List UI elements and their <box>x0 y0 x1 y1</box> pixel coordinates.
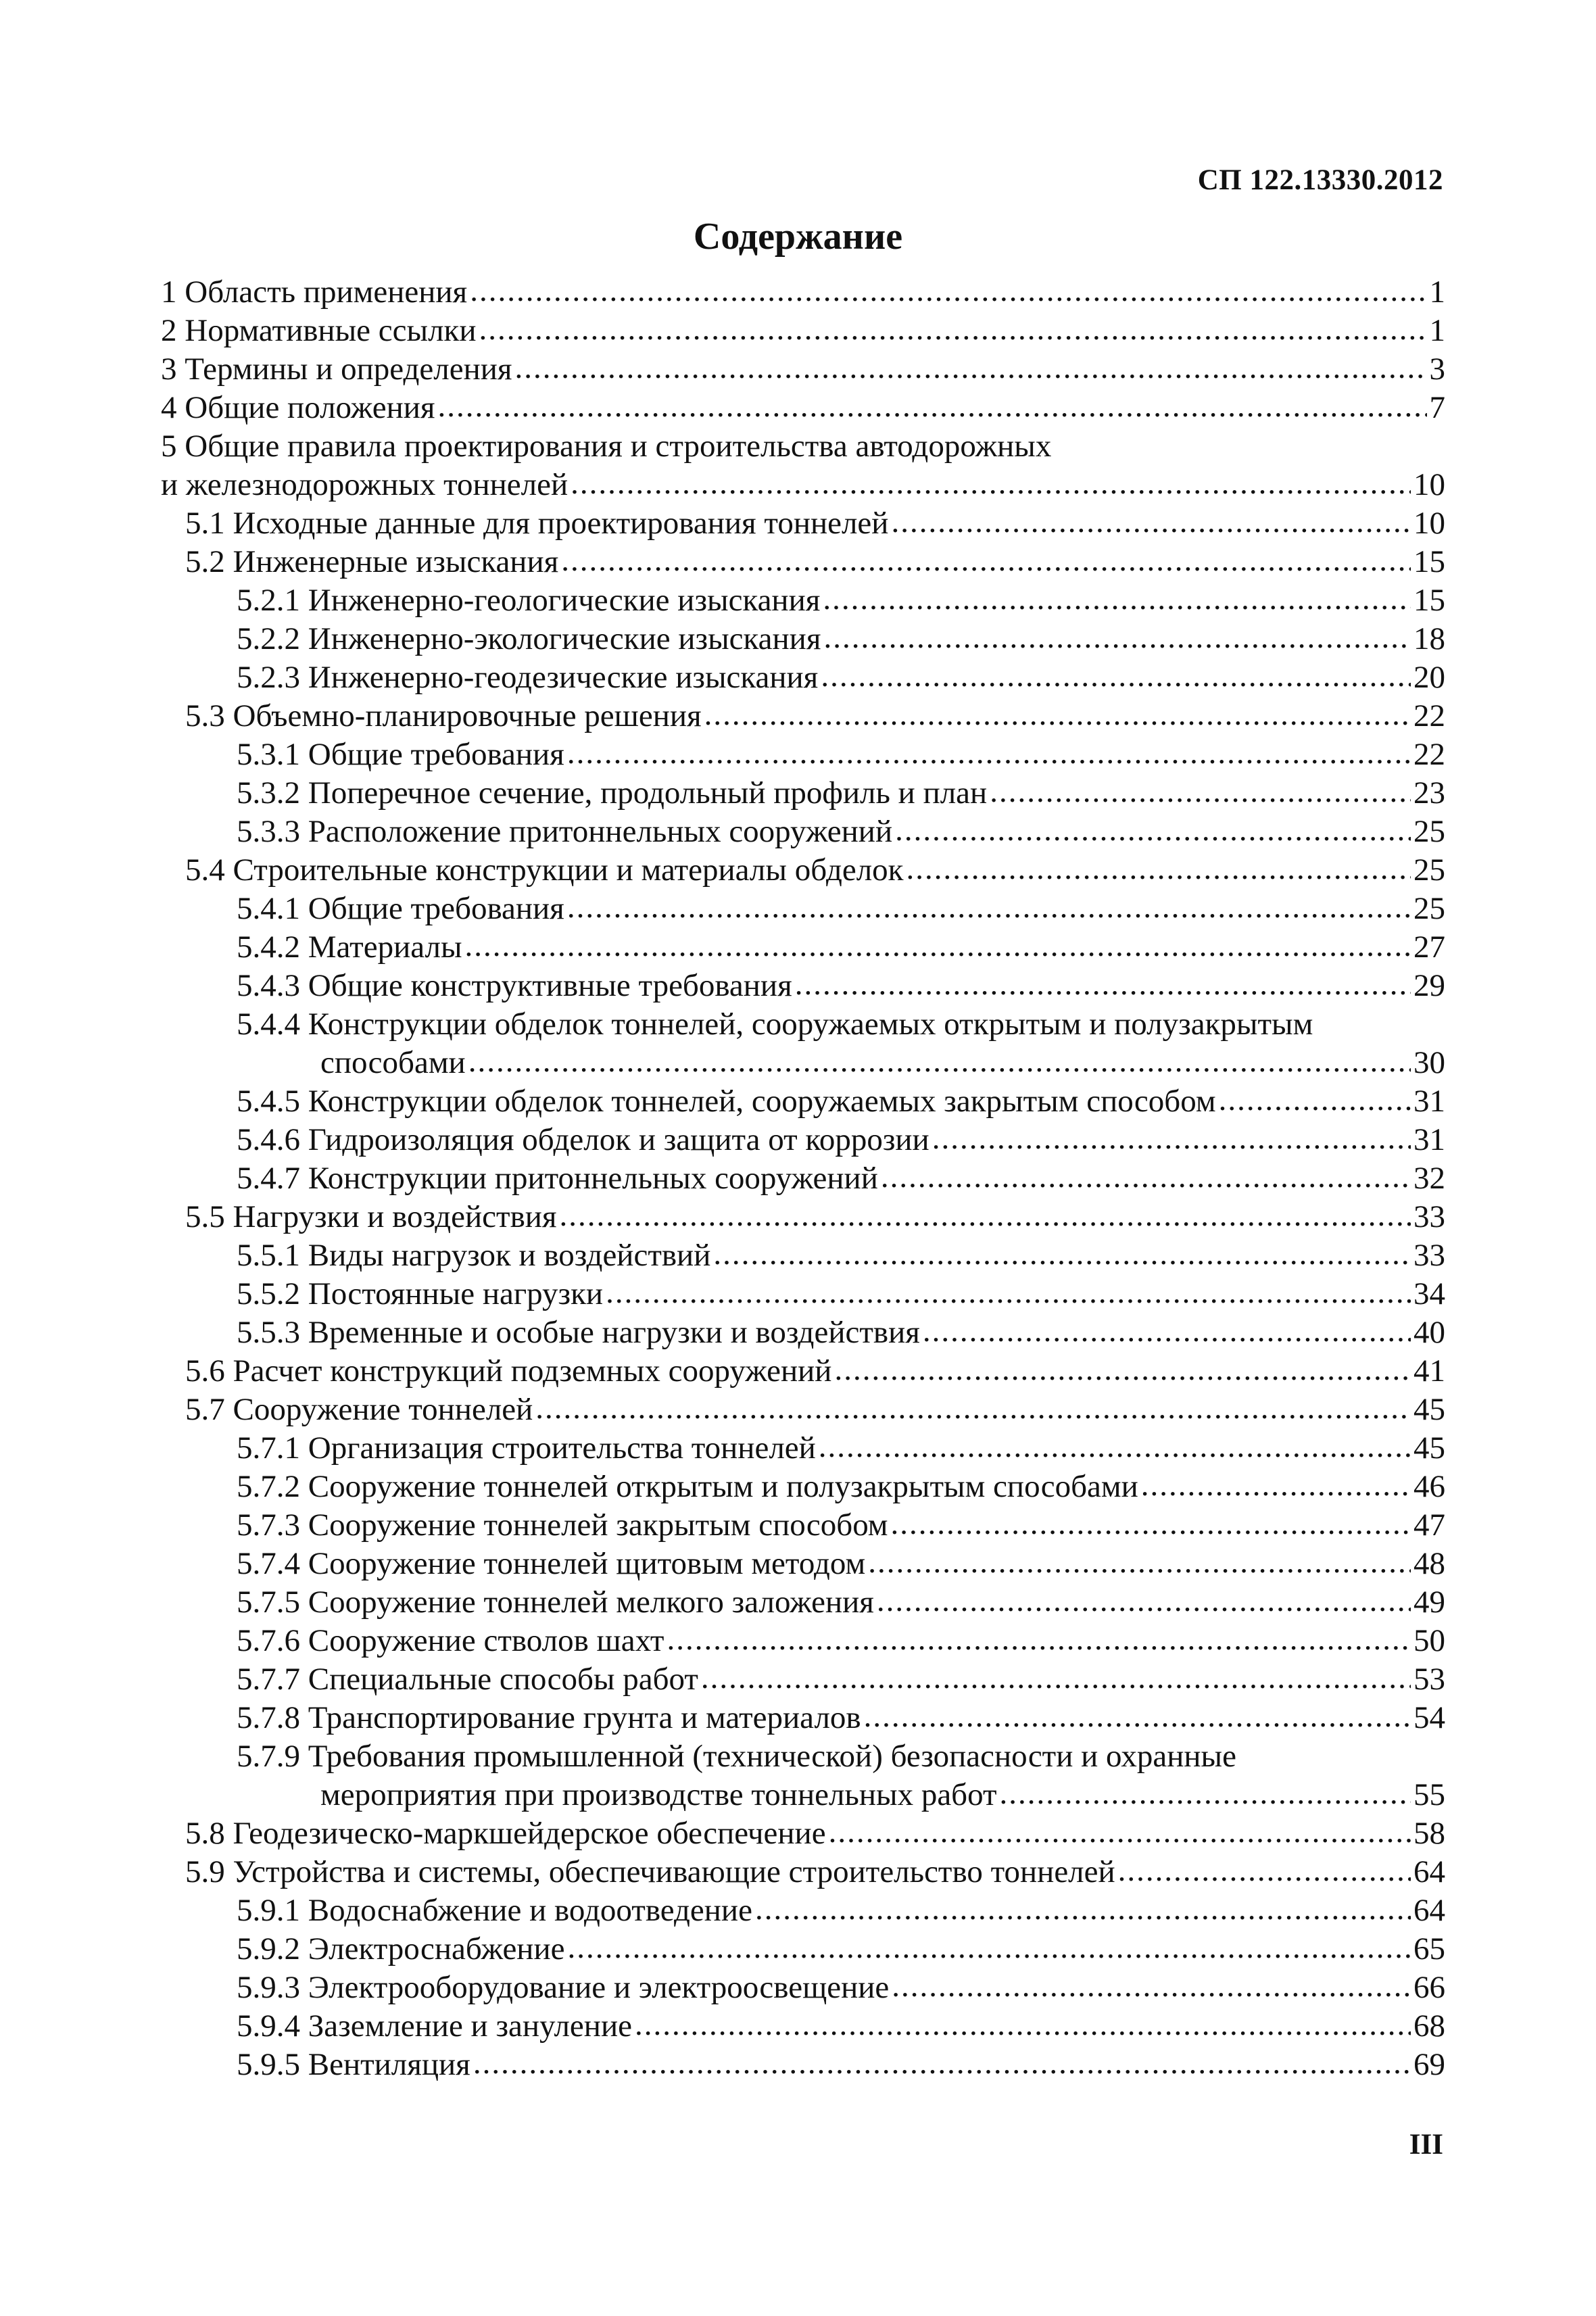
toc-entry-page: 68 <box>1413 2008 1445 2044</box>
dot-leader <box>701 1659 1411 1697</box>
dot-leader <box>1000 1775 1411 1813</box>
toc-entry-title: 5.9 Устройства и системы, обеспечивающие строительство тоннелей <box>185 1854 1115 1889</box>
toc-entry-page: 54 <box>1413 1700 1445 1735</box>
dot-leader <box>567 1929 1411 1967</box>
toc-entry[interactable] <box>161 1660 1445 1699</box>
table-of-contents <box>161 273 1445 2084</box>
toc-entry-page: 47 <box>1413 1507 1445 1543</box>
toc-entry[interactable] <box>161 774 1445 813</box>
toc-entry[interactable] <box>161 851 1445 890</box>
toc-entry-page: 69 <box>1413 2047 1445 2082</box>
dot-leader <box>1118 1852 1411 1890</box>
toc-entry-page: 15 <box>1413 544 1445 579</box>
dot-leader <box>877 1582 1411 1620</box>
toc-entry[interactable] <box>161 2007 1445 2046</box>
toc-entry-page: 15 <box>1413 583 1445 618</box>
toc-entry-title: 3 Термины и определения <box>161 352 512 387</box>
toc-entry-title: 5.3.1 Общие требования <box>237 737 564 772</box>
dot-leader <box>932 1119 1411 1158</box>
toc-entry[interactable] <box>161 890 1445 928</box>
toc-entry-page: 41 <box>1413 1353 1445 1389</box>
toc-entry[interactable] <box>161 1853 1445 1891</box>
toc-entry[interactable] <box>161 1391 1445 1429</box>
dot-leader <box>891 503 1411 541</box>
toc-entry-page: 66 <box>1413 1970 1445 2005</box>
toc-entry-page: 22 <box>1413 737 1445 772</box>
toc-entry-title: 5.7 Сооружение тоннелей <box>185 1392 533 1427</box>
toc-entry[interactable] <box>161 1891 1445 1930</box>
toc-entry-page: 53 <box>1413 1662 1445 1697</box>
toc-entry-page: 31 <box>1413 1084 1445 1119</box>
toc-entry-title: 5.7.2 Сооружение тоннелей открытым и полузакрытым способами <box>237 1469 1138 1504</box>
toc-entry-page: 65 <box>1413 1931 1445 1967</box>
toc-entry[interactable] <box>161 1622 1445 1660</box>
dot-leader <box>881 1158 1411 1197</box>
dot-leader <box>470 272 1426 310</box>
toc-entry[interactable] <box>161 620 1445 658</box>
dot-leader <box>465 927 1411 965</box>
toc-entry-title: 5.9.1 Водоснабжение и водоотведение <box>237 1893 752 1928</box>
toc-entry-page: 20 <box>1413 660 1445 695</box>
toc-entry-title: 5.3 Объемно-планировочные решения <box>185 698 702 733</box>
toc-entry-title: 5.4.4 Конструкции обделок тоннелей, сооружаемых открытым и полузакрытым <box>237 1007 1313 1042</box>
toc-entry-title: 5.2.3 Инженерно-геодезические изыскания <box>237 660 819 695</box>
toc-entry-title: 5.4.7 Конструкции притоннельных сооружений <box>237 1161 878 1196</box>
toc-entry-title: 5.8 Геодезическо-маркшейдерское обеспечение <box>185 1816 826 1851</box>
toc-entry[interactable] <box>161 1313 1445 1352</box>
toc-entry-title: 5.7.8 Транспортирование грунта и материалов <box>237 1700 861 1735</box>
toc-entry[interactable] <box>161 1699 1445 1737</box>
toc-entry[interactable] <box>161 1814 1445 1853</box>
dot-leader <box>906 850 1411 888</box>
toc-entry-title: 5.3.3 Расположение притоннельных сооружений <box>237 814 893 849</box>
toc-entry[interactable] <box>161 697 1445 735</box>
toc-entry-page: 30 <box>1413 1045 1445 1080</box>
dot-leader <box>635 2006 1411 2044</box>
toc-entry-page: 1 <box>1429 313 1445 348</box>
toc-entry-title: 5.2.2 Инженерно-экологические изыскания <box>237 621 821 656</box>
toc-entry-title: 5.7.1 Организация строительства тоннелей <box>237 1430 816 1466</box>
dot-leader <box>819 1428 1411 1466</box>
toc-entry-title: способами <box>320 1045 466 1080</box>
toc-entry-title: 5.7.6 Сооружение стволов шахт <box>237 1623 664 1658</box>
toc-entry[interactable] <box>161 427 1445 466</box>
toc-entry-page: 23 <box>1413 775 1445 811</box>
toc-entry-page: 64 <box>1413 1893 1445 1928</box>
toc-entry-page: 10 <box>1413 506 1445 541</box>
dot-leader <box>571 464 1411 503</box>
toc-entry-page: 25 <box>1413 891 1445 926</box>
toc-entry-title: 5.6 Расчет конструкций подземных сооружений <box>185 1353 832 1389</box>
toc-entry-page: 29 <box>1413 968 1445 1003</box>
toc-entry-page: 27 <box>1413 930 1445 965</box>
toc-entry-title: 5.1 Исходные данные для проектирования тоннелей <box>185 506 889 541</box>
toc-entry-page: 33 <box>1413 1238 1445 1273</box>
toc-entry-page: 48 <box>1413 1546 1445 1581</box>
toc-entry[interactable] <box>161 967 1445 1005</box>
toc-entry[interactable] <box>161 1506 1445 1545</box>
dot-leader <box>821 657 1411 696</box>
toc-entry[interactable] <box>161 543 1445 581</box>
toc-entry-title: 5.9.2 Электроснабжение <box>237 1931 565 1967</box>
dot-leader <box>479 310 1427 349</box>
toc-entry-page: 50 <box>1413 1623 1445 1658</box>
toc-entry-title: 5 Общие правила проектирования и строительства автодорожных <box>161 429 1052 464</box>
toc-entry[interactable] <box>161 1776 1445 1814</box>
toc-entry-page: 18 <box>1413 621 1445 656</box>
toc-entry-title: 5.4.1 Общие требования <box>237 891 564 926</box>
toc-entry[interactable] <box>161 1005 1445 1044</box>
toc-entry-title: 5.9.5 Вентиляция <box>237 2047 470 2082</box>
toc-entry-page: 25 <box>1413 814 1445 849</box>
toc-entry-page: 34 <box>1413 1276 1445 1311</box>
dot-leader <box>713 1235 1411 1274</box>
toc-entry-page: 3 <box>1429 352 1445 387</box>
document-number: СП 122.13330.2012 <box>1197 164 1443 196</box>
toc-entry-title: 5.9.4 Заземление и зануление <box>237 2008 632 2044</box>
toc-entry-title: 5.7.7 Специальные способы работ <box>237 1662 698 1697</box>
toc-entry-page: 33 <box>1413 1199 1445 1234</box>
toc-entry-page: 10 <box>1413 467 1445 502</box>
toc-entry-title: 1 Область применения <box>161 274 468 310</box>
toc-entry[interactable] <box>161 350 1445 389</box>
toc-entry-title: 5.4 Строительные конструкции и материалы обделок <box>185 852 904 888</box>
toc-entry[interactable] <box>161 658 1445 697</box>
toc-entry-title: 5.2 Инженерные изыскания <box>185 544 559 579</box>
dot-leader <box>868 1543 1411 1582</box>
toc-entry-page: 45 <box>1413 1392 1445 1427</box>
toc-entry[interactable] <box>161 928 1445 967</box>
dot-leader <box>755 1890 1411 1929</box>
toc-entry[interactable] <box>161 735 1445 774</box>
dot-leader <box>515 349 1427 387</box>
toc-entry-title: и железнодорожных тоннелей <box>161 467 569 502</box>
toc-entry-title: 5.7.3 Сооружение тоннелей закрытым способом <box>237 1507 888 1543</box>
toc-entry[interactable] <box>161 312 1445 350</box>
toc-entry[interactable] <box>161 581 1445 620</box>
toc-entry-page: 64 <box>1413 1854 1445 1889</box>
toc-entry[interactable] <box>161 1930 1445 1969</box>
dot-leader <box>892 1967 1411 2006</box>
toc-entry-page: 7 <box>1429 390 1445 425</box>
toc-entry[interactable] <box>161 1429 1445 1468</box>
toc-entry[interactable] <box>161 389 1445 427</box>
toc-entry-title: 5.4.2 Материалы <box>237 930 462 965</box>
toc-entry-page: 58 <box>1413 1816 1445 1851</box>
page-number: III <box>1409 2129 1443 2161</box>
toc-entry[interactable] <box>161 1737 1445 1776</box>
toc-entry[interactable] <box>161 273 1445 312</box>
toc-entry-title: 5.7.5 Сооружение тоннелей мелкого заложения <box>237 1585 874 1620</box>
toc-entry-title: 5.7.4 Сооружение тоннелей щитовым методом <box>237 1546 866 1581</box>
toc-entry-title: 5.5 Нагрузки и воздействия <box>185 1199 557 1234</box>
toc-entry[interactable] <box>161 1583 1445 1622</box>
toc-entry-page: 31 <box>1413 1122 1445 1157</box>
toc-entry[interactable] <box>161 1082 1445 1121</box>
toc-entry[interactable] <box>161 466 1445 504</box>
toc-entry-title: 5.4.5 Конструкции обделок тоннелей, сооружаемых закрытым способом <box>237 1084 1216 1119</box>
toc-entry-page: 49 <box>1413 1585 1445 1620</box>
dot-leader <box>795 965 1411 1004</box>
toc-entry-page: 32 <box>1413 1161 1445 1196</box>
toc-entry[interactable] <box>161 1468 1445 1506</box>
toc-entry-title: 5.5.1 Виды нагрузок и воздействий <box>237 1238 711 1273</box>
toc-entry-title: 5.2.1 Инженерно-геологические изыскания <box>237 583 821 618</box>
toc-entry[interactable] <box>161 1352 1445 1391</box>
dot-leader <box>990 773 1411 811</box>
dot-leader <box>1219 1081 1411 1119</box>
toc-entry-title: 5.4.3 Общие конструктивные требования <box>237 968 792 1003</box>
toc-entry-page: 22 <box>1413 698 1445 733</box>
dot-leader <box>891 1505 1411 1543</box>
dot-leader <box>438 387 1427 426</box>
toc-entry-page: 45 <box>1413 1430 1445 1466</box>
dot-leader <box>667 1620 1411 1659</box>
toc-entry-page: 25 <box>1413 852 1445 888</box>
toc-entry[interactable] <box>161 1236 1445 1275</box>
dot-leader <box>561 541 1411 580</box>
dot-leader <box>864 1697 1411 1736</box>
toc-entry-title: 5.7.9 Требования промышленной (технической) безопасности и охранные <box>237 1739 1236 1774</box>
toc-entry-title: мероприятия при производстве тоннельных работ <box>320 1777 997 1812</box>
dot-leader <box>567 888 1411 927</box>
dot-leader <box>895 811 1411 850</box>
dot-leader <box>468 1042 1411 1081</box>
toc-entry[interactable] <box>161 1198 1445 1236</box>
dot-leader <box>829 1813 1411 1852</box>
dot-leader <box>567 734 1411 773</box>
toc-entry-title: 5.5.3 Временные и особые нагрузки и воздействия <box>237 1315 920 1350</box>
toc-entry-page: 46 <box>1413 1469 1445 1504</box>
toc-entry[interactable] <box>161 813 1445 851</box>
dot-leader <box>473 2044 1411 2083</box>
toc-entry[interactable] <box>161 1044 1445 1082</box>
dot-leader <box>834 1351 1411 1389</box>
toc-entry-page: 40 <box>1413 1315 1445 1350</box>
dot-leader <box>560 1197 1411 1235</box>
toc-entry-title: 2 Нормативные ссылки <box>161 313 477 348</box>
dot-leader <box>606 1274 1411 1312</box>
page-title: Содержание <box>693 216 903 258</box>
dot-leader <box>823 580 1411 619</box>
toc-entry[interactable] <box>161 1275 1445 1313</box>
toc-entry-title: 4 Общие положения <box>161 390 435 425</box>
toc-entry[interactable] <box>161 1159 1445 1198</box>
dot-leader <box>1141 1466 1411 1505</box>
toc-entry-title: 5.9.3 Электрооборудование и электроосвещение <box>237 1970 890 2005</box>
toc-entry-title: 5.5.2 Постоянные нагрузки <box>237 1276 604 1311</box>
toc-entry[interactable] <box>161 1545 1445 1583</box>
dot-leader <box>823 619 1411 657</box>
toc-entry-page: 1 <box>1429 274 1445 310</box>
toc-entry[interactable] <box>161 504 1445 543</box>
toc-entry-title: 5.4.6 Гидроизоляция обделок и защита от коррозии <box>237 1122 929 1157</box>
toc-entry-title: 5.3.2 Поперечное сечение, продольный профиль и план <box>237 775 988 811</box>
toc-entry[interactable] <box>161 2046 1445 2084</box>
dot-leader <box>923 1312 1411 1351</box>
dot-leader <box>535 1389 1411 1428</box>
toc-entry[interactable] <box>161 1969 1445 2007</box>
dot-leader <box>704 696 1411 734</box>
toc-entry-page: 55 <box>1413 1777 1445 1812</box>
toc-entry[interactable] <box>161 1121 1445 1159</box>
